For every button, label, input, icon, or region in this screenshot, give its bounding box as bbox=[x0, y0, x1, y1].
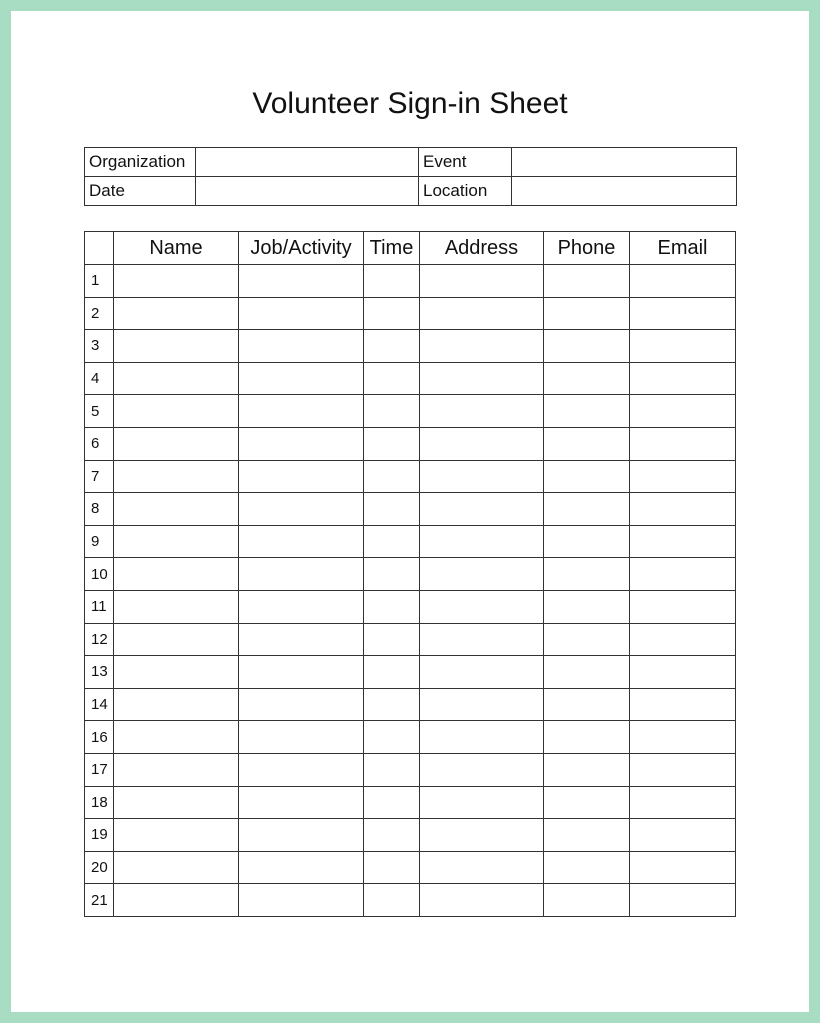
email-cell[interactable] bbox=[630, 460, 736, 493]
time-cell[interactable] bbox=[364, 493, 420, 526]
table-row bbox=[85, 395, 736, 428]
phone-cell[interactable] bbox=[544, 493, 630, 526]
signin-table bbox=[84, 231, 736, 917]
table-row bbox=[85, 362, 736, 395]
phone-cell[interactable] bbox=[544, 786, 630, 819]
address-cell[interactable] bbox=[420, 493, 544, 526]
job-activity-cell[interactable] bbox=[239, 493, 364, 526]
row-number: 1 bbox=[85, 265, 114, 298]
name-cell[interactable] bbox=[114, 623, 239, 656]
address-cell[interactable] bbox=[420, 265, 544, 298]
date-label: Date bbox=[85, 177, 196, 206]
time-cell[interactable] bbox=[364, 265, 420, 298]
address-cell[interactable] bbox=[420, 460, 544, 493]
email-cell[interactable] bbox=[630, 753, 736, 786]
time-cell[interactable] bbox=[364, 362, 420, 395]
time-cell[interactable] bbox=[364, 395, 420, 428]
phone-cell[interactable] bbox=[544, 656, 630, 689]
time-cell[interactable] bbox=[364, 819, 420, 852]
time-cell[interactable] bbox=[364, 786, 420, 819]
job-activity-cell[interactable] bbox=[239, 297, 364, 330]
job-activity-cell[interactable] bbox=[239, 460, 364, 493]
email-cell[interactable] bbox=[630, 721, 736, 754]
address-cell[interactable] bbox=[420, 590, 544, 623]
phone-cell[interactable] bbox=[544, 688, 630, 721]
phone-cell[interactable] bbox=[544, 297, 630, 330]
row-number: 18 bbox=[85, 786, 114, 819]
job-activity-cell[interactable] bbox=[239, 819, 364, 852]
job-activity-cell[interactable] bbox=[239, 265, 364, 298]
phone-cell[interactable] bbox=[544, 721, 630, 754]
phone-header: Phone bbox=[544, 232, 630, 265]
job-activity-cell[interactable] bbox=[239, 688, 364, 721]
job-activity-header: Job/Activity bbox=[239, 232, 364, 265]
time-cell[interactable] bbox=[364, 753, 420, 786]
job-activity-cell[interactable] bbox=[239, 786, 364, 819]
email-cell[interactable] bbox=[630, 395, 736, 428]
phone-cell[interactable] bbox=[544, 753, 630, 786]
name-cell[interactable] bbox=[114, 656, 239, 689]
phone-cell[interactable] bbox=[544, 395, 630, 428]
address-cell[interactable] bbox=[420, 753, 544, 786]
email-cell[interactable] bbox=[630, 819, 736, 852]
row-number: 13 bbox=[85, 656, 114, 689]
address-cell[interactable] bbox=[420, 851, 544, 884]
email-header: Email bbox=[630, 232, 736, 265]
job-activity-cell[interactable] bbox=[239, 753, 364, 786]
row-number: 16 bbox=[85, 721, 114, 754]
name-cell[interactable] bbox=[114, 753, 239, 786]
name-cell[interactable] bbox=[114, 460, 239, 493]
time-cell[interactable] bbox=[364, 427, 420, 460]
address-cell[interactable] bbox=[420, 688, 544, 721]
time-cell[interactable] bbox=[364, 297, 420, 330]
name-cell[interactable] bbox=[114, 265, 239, 298]
phone-cell[interactable] bbox=[544, 525, 630, 558]
job-activity-cell[interactable] bbox=[239, 330, 364, 363]
table-row bbox=[85, 623, 736, 656]
row-number: 12 bbox=[85, 623, 114, 656]
row-number: 3 bbox=[85, 330, 114, 363]
time-cell[interactable] bbox=[364, 330, 420, 363]
name-cell[interactable] bbox=[114, 590, 239, 623]
address-cell[interactable] bbox=[420, 656, 544, 689]
organization-label: Organization bbox=[85, 148, 196, 177]
address-header: Address bbox=[420, 232, 544, 265]
address-cell[interactable] bbox=[420, 297, 544, 330]
job-activity-cell[interactable] bbox=[239, 558, 364, 591]
job-activity-cell[interactable] bbox=[239, 525, 364, 558]
address-cell[interactable] bbox=[420, 623, 544, 656]
address-cell[interactable] bbox=[420, 819, 544, 852]
email-cell[interactable] bbox=[630, 656, 736, 689]
job-activity-cell[interactable] bbox=[239, 623, 364, 656]
job-activity-cell[interactable] bbox=[239, 590, 364, 623]
table-row bbox=[85, 525, 736, 558]
name-cell[interactable] bbox=[114, 362, 239, 395]
name-cell[interactable] bbox=[114, 525, 239, 558]
name-cell[interactable] bbox=[114, 297, 239, 330]
name-cell[interactable] bbox=[114, 427, 239, 460]
date-field[interactable] bbox=[196, 177, 419, 206]
signin-rows bbox=[85, 265, 736, 917]
job-activity-cell[interactable] bbox=[239, 362, 364, 395]
table-row bbox=[85, 265, 736, 298]
event-label: Event bbox=[419, 148, 512, 177]
name-cell[interactable] bbox=[114, 688, 239, 721]
row-number: 8 bbox=[85, 493, 114, 526]
table-row bbox=[85, 558, 736, 591]
row-number: 5 bbox=[85, 395, 114, 428]
name-cell[interactable] bbox=[114, 558, 239, 591]
time-cell[interactable] bbox=[364, 590, 420, 623]
email-cell[interactable] bbox=[630, 590, 736, 623]
address-cell[interactable] bbox=[420, 525, 544, 558]
table-row bbox=[85, 721, 736, 754]
row-number: 4 bbox=[85, 362, 114, 395]
name-cell[interactable] bbox=[114, 395, 239, 428]
row-number: 19 bbox=[85, 819, 114, 852]
row-number: 6 bbox=[85, 427, 114, 460]
job-activity-cell[interactable] bbox=[239, 656, 364, 689]
time-cell[interactable] bbox=[364, 460, 420, 493]
table-row bbox=[85, 330, 736, 363]
phone-cell[interactable] bbox=[544, 623, 630, 656]
email-cell[interactable] bbox=[630, 297, 736, 330]
table-row bbox=[85, 688, 736, 721]
phone-cell[interactable] bbox=[544, 558, 630, 591]
name-cell[interactable] bbox=[114, 851, 239, 884]
row-number: 11 bbox=[85, 590, 114, 623]
address-cell[interactable] bbox=[420, 558, 544, 591]
phone-cell[interactable] bbox=[544, 884, 630, 917]
organization-field[interactable] bbox=[196, 148, 419, 177]
info-row-organization bbox=[85, 148, 737, 177]
time-cell[interactable] bbox=[364, 884, 420, 917]
time-header: Time bbox=[364, 232, 420, 265]
email-cell[interactable] bbox=[630, 688, 736, 721]
phone-cell[interactable] bbox=[544, 590, 630, 623]
info-table bbox=[84, 147, 737, 206]
header-row bbox=[85, 232, 736, 265]
phone-cell[interactable] bbox=[544, 265, 630, 298]
email-cell[interactable] bbox=[630, 851, 736, 884]
page-title: Volunteer Sign-in Sheet bbox=[252, 87, 568, 120]
time-cell[interactable] bbox=[364, 623, 420, 656]
table-row bbox=[85, 297, 736, 330]
address-cell[interactable] bbox=[420, 427, 544, 460]
row-number: 17 bbox=[85, 753, 114, 786]
email-cell[interactable] bbox=[630, 493, 736, 526]
email-cell[interactable] bbox=[630, 623, 736, 656]
table-row bbox=[85, 753, 736, 786]
address-cell[interactable] bbox=[420, 362, 544, 395]
email-cell[interactable] bbox=[630, 330, 736, 363]
email-cell[interactable] bbox=[630, 265, 736, 298]
job-activity-cell[interactable] bbox=[239, 427, 364, 460]
row-number: 10 bbox=[85, 558, 114, 591]
name-header: Name bbox=[114, 232, 239, 265]
phone-cell[interactable] bbox=[544, 330, 630, 363]
info-row-date bbox=[85, 177, 737, 206]
address-cell[interactable] bbox=[420, 884, 544, 917]
row-number: 9 bbox=[85, 525, 114, 558]
row-number: 7 bbox=[85, 460, 114, 493]
email-cell[interactable] bbox=[630, 786, 736, 819]
job-activity-cell[interactable] bbox=[239, 884, 364, 917]
location-field[interactable] bbox=[512, 177, 737, 206]
time-cell[interactable] bbox=[364, 558, 420, 591]
phone-cell[interactable] bbox=[544, 427, 630, 460]
email-cell[interactable] bbox=[630, 427, 736, 460]
address-cell[interactable] bbox=[420, 721, 544, 754]
email-cell[interactable] bbox=[630, 362, 736, 395]
email-cell[interactable] bbox=[630, 525, 736, 558]
address-cell[interactable] bbox=[420, 395, 544, 428]
name-cell[interactable] bbox=[114, 786, 239, 819]
name-cell[interactable] bbox=[114, 330, 239, 363]
email-cell[interactable] bbox=[630, 558, 736, 591]
time-cell[interactable] bbox=[364, 656, 420, 689]
name-cell[interactable] bbox=[114, 493, 239, 526]
name-cell[interactable] bbox=[114, 884, 239, 917]
time-cell[interactable] bbox=[364, 688, 420, 721]
table-row bbox=[85, 493, 736, 526]
table-row bbox=[85, 590, 736, 623]
time-cell[interactable] bbox=[364, 721, 420, 754]
table-row bbox=[85, 656, 736, 689]
name-cell[interactable] bbox=[114, 721, 239, 754]
phone-cell[interactable] bbox=[544, 819, 630, 852]
row-number: 21 bbox=[85, 884, 114, 917]
time-cell[interactable] bbox=[364, 525, 420, 558]
location-label: Location bbox=[419, 177, 512, 206]
event-field[interactable] bbox=[512, 148, 737, 177]
phone-cell[interactable] bbox=[544, 362, 630, 395]
address-cell[interactable] bbox=[420, 786, 544, 819]
job-activity-cell[interactable] bbox=[239, 721, 364, 754]
address-cell[interactable] bbox=[420, 330, 544, 363]
row-number: 2 bbox=[85, 297, 114, 330]
table-row bbox=[85, 786, 736, 819]
email-cell[interactable] bbox=[630, 884, 736, 917]
table-row bbox=[85, 819, 736, 852]
name-cell[interactable] bbox=[114, 819, 239, 852]
table-row bbox=[85, 460, 736, 493]
job-activity-cell[interactable] bbox=[239, 395, 364, 428]
phone-cell[interactable] bbox=[544, 851, 630, 884]
row-number: 14 bbox=[85, 688, 114, 721]
table-row bbox=[85, 851, 736, 884]
row-number: 20 bbox=[85, 851, 114, 884]
table-row bbox=[85, 884, 736, 917]
phone-cell[interactable] bbox=[544, 460, 630, 493]
time-cell[interactable] bbox=[364, 851, 420, 884]
row-number-header bbox=[85, 232, 114, 265]
table-row bbox=[85, 427, 736, 460]
job-activity-cell[interactable] bbox=[239, 851, 364, 884]
